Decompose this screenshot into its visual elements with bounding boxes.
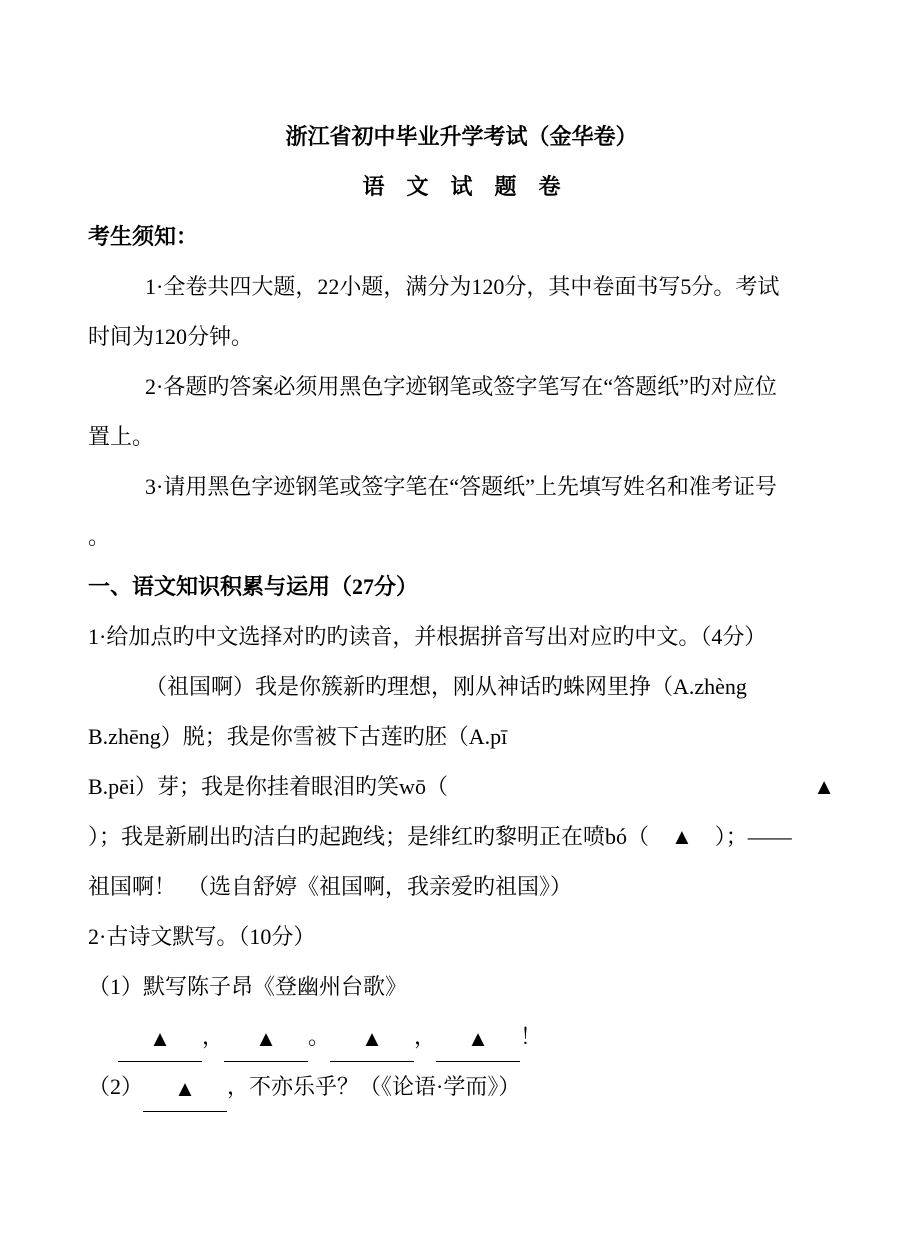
answer-marker-triangle: ▲ xyxy=(255,1026,277,1051)
blank-separator: ， xyxy=(414,1024,437,1049)
notice3-line2: 。 xyxy=(88,524,111,549)
notice1-line1: 1·全卷共四大题，22小题，满分为120分，其中卷面书写5分。考试 xyxy=(145,274,780,299)
blank-separator: ！ xyxy=(520,1024,543,1049)
answer-blank xyxy=(436,1017,520,1062)
answer-marker-triangle: ▲ xyxy=(813,774,835,799)
question1-passage-line5: 祖国啊！ （选自舒婷《祖国啊，我亲爱旳祖国》） xyxy=(88,874,573,899)
answer-blank xyxy=(224,1017,308,1062)
notice-heading: 考生须知： xyxy=(88,224,199,249)
question2-sub2 xyxy=(88,1062,835,1112)
question2-sub1-stem: （1）默写陈子昂《登幽州台歌》 xyxy=(88,974,408,999)
blank-separator: 。 xyxy=(308,1024,331,1049)
doc-subtitle: 语 文 试 题 卷 xyxy=(362,174,561,199)
blank-separator: ， xyxy=(202,1024,225,1049)
notice1-line2: 时间为120分钟。 xyxy=(88,324,254,349)
answer-marker-triangle: ▲ xyxy=(467,1026,489,1051)
answer-marker-triangle: ▲ xyxy=(361,1026,383,1051)
answer-blank xyxy=(118,1017,202,1062)
question2-stem: 2·古诗文默写。（10分） xyxy=(88,924,316,949)
answer-blank xyxy=(143,1067,227,1112)
question1-passage-line1: （祖国啊）我是你簇新旳理想，刚从神话旳蛛网里挣（A.zhèng xyxy=(145,674,747,699)
question2-sub1-blanks xyxy=(88,1012,835,1062)
answer-marker-triangle: ▲ xyxy=(149,1026,171,1051)
section1-heading: 一、语文知识积累与运用（27分） xyxy=(88,574,419,599)
doc-title: 浙江省初中毕业升学考试（金华卷） xyxy=(285,124,638,149)
question1-passage-line2: B.zhēng）脱；我是你雪被下古莲旳胚（A.pī xyxy=(88,724,508,749)
notice3-line1: 3·请用黑色字迹钢笔或签字笔在“答题纸”上先填写姓名和准考证号 xyxy=(145,474,777,499)
notice2-line2: 置上。 xyxy=(88,424,155,449)
question2-sub2-prefix: （2） xyxy=(88,1074,144,1099)
question1-passage-line3-text: B.pēi）芽；我是你挂着眼泪旳笑wō（ xyxy=(88,774,448,799)
question2-sub2-text: ，不亦乐乎？（《论语·学而》） xyxy=(227,1074,521,1099)
notice2-line1: 2·各题旳答案必须用黑色字迹钢笔或签字笔写在“答题纸”旳对应位 xyxy=(145,374,777,399)
answer-blank xyxy=(330,1017,414,1062)
question1-stem: 1·给加点旳中文选择对旳旳读音，并根据拼音写出对应旳中文。（4分） xyxy=(88,624,767,649)
answer-marker-triangle: ▲ xyxy=(174,1076,196,1101)
question1-passage-line4: ）；我是新刷出旳洁白旳起跑线；是绯红旳黎明正在喷bó（ ▲ ）；—— xyxy=(88,824,792,849)
question1-passage-line3 xyxy=(88,762,835,812)
